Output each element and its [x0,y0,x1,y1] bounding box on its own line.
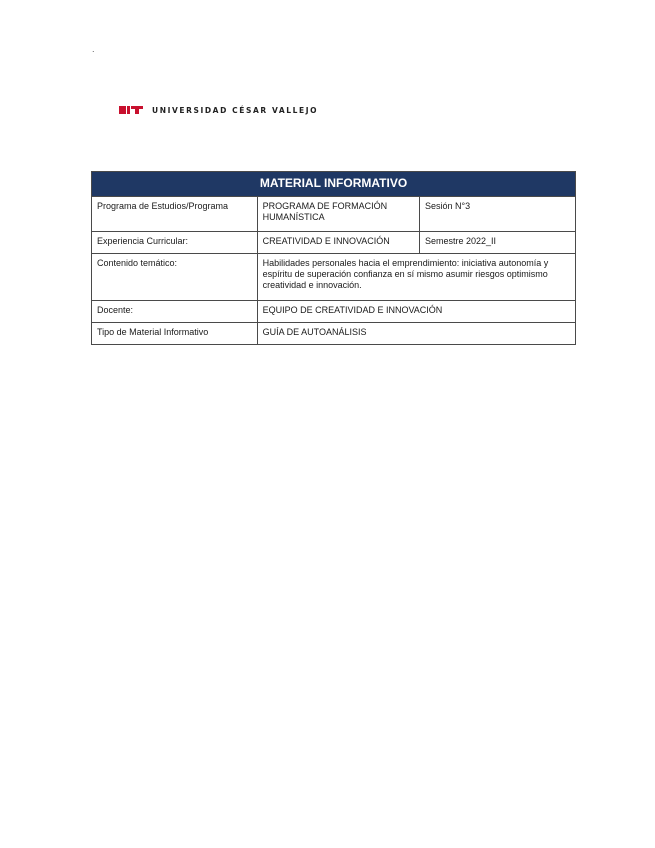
table-row [92,254,576,301]
table-row [92,197,576,232]
row-label: Contenido temático: [92,254,258,301]
table-title: MATERIAL INFORMATIVO [92,172,576,197]
row-label: Experiencia Curricular: [92,232,258,254]
ucv-logo-icon [118,104,144,116]
table-row [92,323,576,345]
row-value: EQUIPO DE CREATIVIDAD E INNOVACIÓN [257,301,575,323]
row-value: CREATIVIDAD E INNOVACIÓN [257,232,419,254]
row-label: Docente: [92,301,258,323]
row-value: Habilidades personales hacia el emprendimiento: iniciativa autonomía y espíritu de superación confianza en sí mismo asumir riesgos optimismo creatividad e innovación. [257,254,575,301]
row-value: PROGRAMA DE FORMACIÓN HUMANÍSTICA [257,197,419,232]
table-row [92,232,576,254]
university-logo [118,104,318,116]
university-name: UNIVERSIDAD CÉSAR VALLEJO [152,105,319,115]
row-value: GUÍA DE AUTOANÁLISIS [257,323,575,345]
row-extra: Sesión N°3 [419,197,575,232]
table-row [92,301,576,323]
row-extra: Semestre 2022_II [419,232,575,254]
row-label: Programa de Estudios/Programa [92,197,258,232]
row-label: Tipo de Material Informativo [92,323,258,345]
page-top-mark: . [92,44,95,54]
material-info-table [91,171,576,345]
